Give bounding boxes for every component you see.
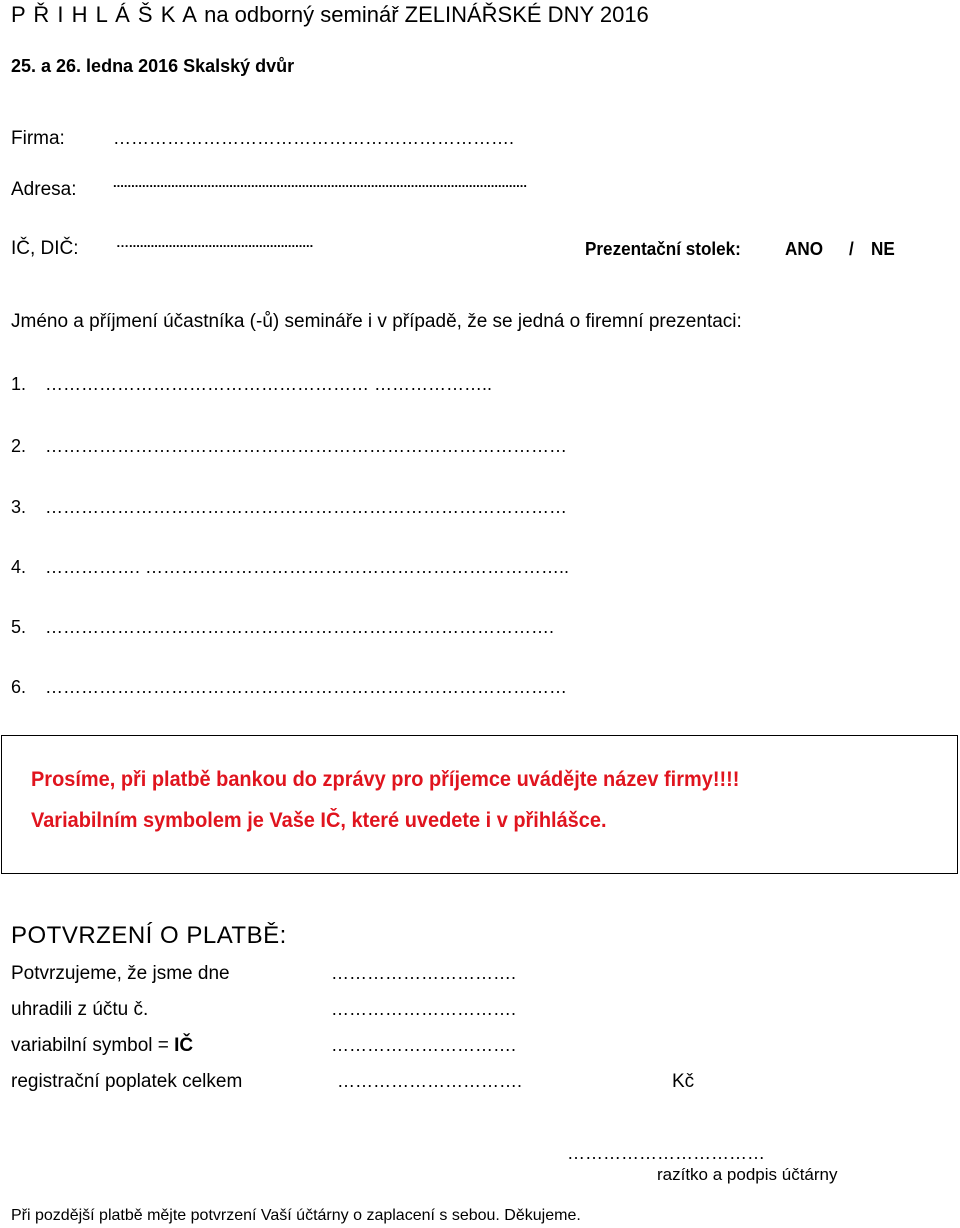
ic-dic-label: IČ, DIČ:	[11, 238, 79, 259]
payment-notice-box	[1, 735, 958, 874]
participant-name-field[interactable]: ……………. ……………………………………………………………..	[45, 557, 570, 577]
stolek-ano-option[interactable]: ANO	[785, 239, 823, 259]
participant-name-field[interactable]: ……………………………………………………………………………	[45, 677, 567, 697]
title-rest: na odborný seminář ZELINÁŘSKÉ DNY 2016	[197, 2, 649, 27]
confirm-account-field[interactable]: ………………………….	[331, 999, 517, 1019]
title-main: P Ř I H L Á Š K A	[11, 2, 198, 27]
stolek-ne-option[interactable]: NE	[871, 239, 895, 259]
participant-number: 4.	[11, 557, 27, 577]
payment-confirmation-title: POTVRZENÍ O PLATBĚ:	[11, 922, 287, 949]
event-date-venue: 25. a 26. ledna 2016 Skalský dvůr	[11, 56, 295, 76]
firma-label: Firma:	[11, 128, 65, 149]
adresa-field[interactable]: ..................................................................................................................	[113, 175, 528, 190]
confirm-account-label: uhradili z účtu č.	[11, 999, 149, 1020]
participants-label: Jméno a příjmení účastníka (-ů) semináře i v případě, že se jedná o firemní prezentaci:	[11, 311, 742, 332]
footer-note: Při pozdější platbě mějte potvrzení Vaší účtárny o zaplacení s sebou. Děkujeme.	[11, 1207, 581, 1224]
participant-name-field[interactable]: ……………………………………………………………………………	[45, 497, 567, 517]
confirm-fee-label: registrační poplatek celkem	[11, 1071, 243, 1092]
confirm-variable-symbol-label	[11, 1035, 193, 1057]
participant-number: 6.	[11, 677, 27, 697]
participant-name-field[interactable]: ……………………………………………… ………………..	[45, 374, 493, 394]
participant-name-field[interactable]: ……………………………………………………………………………	[45, 436, 567, 456]
participant-number: 1.	[11, 374, 27, 394]
stamp-signature-label: razítko a podpis účtárny	[657, 1165, 838, 1184]
confirm-fee-field[interactable]: ………………………….	[337, 1071, 523, 1091]
page-title	[11, 2, 649, 28]
participant-number: 5.	[11, 617, 27, 637]
adresa-label: Adresa:	[11, 179, 77, 200]
currency-label: Kč	[672, 1071, 695, 1092]
vs-label-ic: IČ	[174, 1035, 194, 1056]
stolek-label: Prezentační stolek:	[585, 239, 741, 259]
stamp-signature-field[interactable]: ……………………………	[567, 1143, 765, 1163]
payment-notice-line2: Variabilním symbolem je Vaše IČ, které uvedete i v přihlášce.	[31, 809, 607, 832]
participant-name-field[interactable]: ………………………………………………………………………….	[45, 617, 555, 637]
ic-dic-field[interactable]: …...................................................	[116, 235, 314, 250]
confirm-date-field[interactable]: ………………………….	[331, 963, 517, 983]
confirm-date-label: Potvrzujeme, že jsme dne	[11, 963, 230, 984]
participant-number: 3.	[11, 497, 27, 517]
payment-notice-line1: Prosíme, při platbě bankou do zprávy pro příjemce uvádějte název firmy!!!!	[31, 768, 740, 791]
stolek-separator: /	[849, 239, 854, 259]
participant-number: 2.	[11, 436, 27, 456]
confirm-variable-symbol-field[interactable]: ………………………….	[331, 1035, 517, 1055]
firma-field[interactable]: ………………………………………………………….	[113, 128, 515, 148]
vs-label-text: variabilní symbol =	[11, 1035, 175, 1056]
